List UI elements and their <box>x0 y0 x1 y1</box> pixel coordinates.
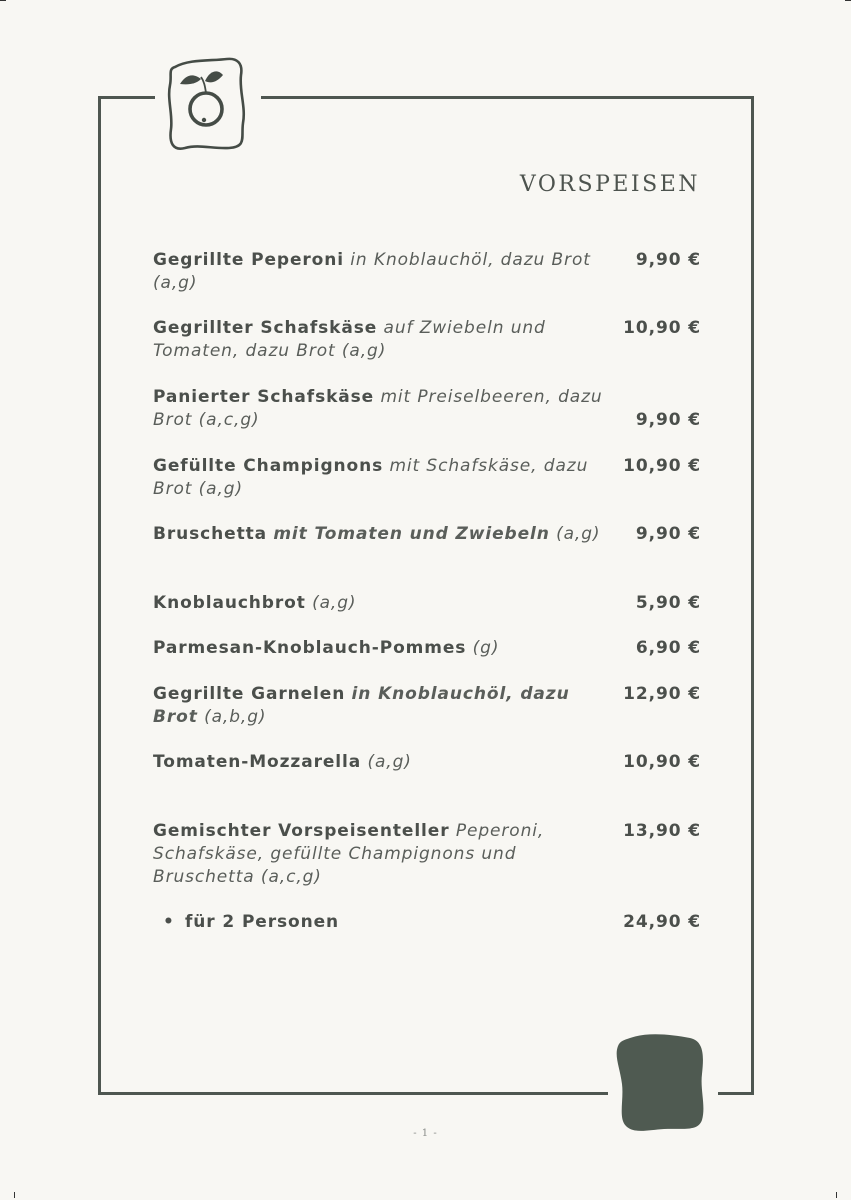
menu-item-name: Parmesan-Knoblauch-Pommes <box>153 638 467 658</box>
menu-item-price: 10,90 € <box>623 456 701 476</box>
sub-item-price: 24,90 € <box>623 912 701 932</box>
menu-item-name: Gegrillte Garnelen <box>153 684 346 704</box>
menu-item-name: Gegrillte Peperoni <box>153 250 344 270</box>
menu-item-name-extra: mit Tomaten und Zwiebeln <box>273 524 550 544</box>
menu-item-price: 9,90 € <box>635 250 701 270</box>
menu-item-description: mit Schafskäse, dazu Brot (a,g) <box>153 456 589 499</box>
menu-item-gemischter-vorspeisenteller <box>153 820 701 889</box>
olive-logo-icon <box>165 55 251 151</box>
menu-item-name: Gemischter Vorspeisenteller <box>153 821 450 841</box>
crop-mark-bottom-right <box>836 1192 837 1198</box>
menu-item-description: (a,b,g) <box>204 707 267 727</box>
menu-item-price: 10,90 € <box>623 318 701 338</box>
menu-item-bruschetta <box>153 523 701 546</box>
menu-item-description: (g) <box>472 638 500 658</box>
menu-item-name: Tomaten-Mozzarella <box>153 752 362 772</box>
menu-item-price: 6,90 € <box>635 638 701 658</box>
page-number: - 1 - <box>413 1128 438 1139</box>
menu-item-text <box>153 637 608 660</box>
menu-item-price: 13,90 € <box>623 821 701 841</box>
crop-mark-top-left <box>0 0 6 1</box>
menu-item-price: 9,90 € <box>635 524 701 544</box>
menu-item-tomaten-mozzarella <box>153 751 701 774</box>
menu-item-text <box>153 455 608 501</box>
menu-item-description: in Knoblauchöl, dazu Brot (a,g) <box>153 250 591 293</box>
menu-item-price: 10,90 € <box>623 752 701 772</box>
menu-item-text <box>153 523 608 546</box>
menu-item-gefuellte-champignons <box>153 455 701 501</box>
menu-item-panierter-schafskaese <box>153 386 701 432</box>
menu-item-name-extra: in Knoblauchöl, dazu Brot <box>153 684 570 727</box>
green-blob-decoration <box>612 1030 712 1134</box>
menu-item-parmesan-knoblauch-pommes <box>153 637 701 660</box>
menu-item-text <box>153 820 608 889</box>
menu-item-description: (a,g) <box>367 752 412 772</box>
menu-item-text <box>153 592 608 615</box>
bullet-point: • <box>163 912 175 932</box>
menu-item-text <box>153 386 608 432</box>
menu-item-price: 9,90 € <box>635 410 701 430</box>
menu-item-knoblauchbrot <box>153 592 701 615</box>
menu-item-name: Gefüllte Champignons <box>153 456 384 476</box>
menu-item-name: Bruschetta <box>153 524 267 544</box>
menu-item-description: (a,g) <box>556 524 601 544</box>
menu-item-name: Panierter Schafskäse <box>153 387 375 407</box>
menu-sub-item-two-persons <box>163 911 701 934</box>
menu-item-text <box>153 317 608 363</box>
menu-item-name: Knoblauchbrot <box>153 593 306 613</box>
menu-item-description: Peperoni, Schafskäse, gefüllte Champignons und Bruschetta (a,c,g) <box>153 821 545 887</box>
menu-item-description: (a,g) <box>312 593 357 613</box>
menu-item-name: Gegrillter Schafskäse <box>153 318 378 338</box>
crop-mark-bottom-left <box>14 1192 15 1198</box>
menu-item-text <box>153 249 608 295</box>
menu-item-gegrillte-peperoni <box>153 249 701 295</box>
menu-item-gegrillter-schafskaese <box>153 317 701 363</box>
menu-item-text <box>153 751 608 774</box>
menu-item-gegrillte-garnelen <box>153 683 701 729</box>
crop-mark-top-right <box>845 0 851 1</box>
menu-item-text <box>153 683 608 729</box>
menu-item-price: 12,90 € <box>623 684 701 704</box>
menu-item-description: mit Preiselbeeren, dazu Brot (a,c,g) <box>153 387 603 430</box>
sub-item-label: für 2 Personen <box>185 912 340 932</box>
page-title: VORSPEISEN <box>519 172 700 197</box>
menu-item-price: 5,90 € <box>635 593 701 613</box>
menu-item-description: auf Zwiebeln und Tomaten, dazu Brot (a,g) <box>153 318 546 361</box>
